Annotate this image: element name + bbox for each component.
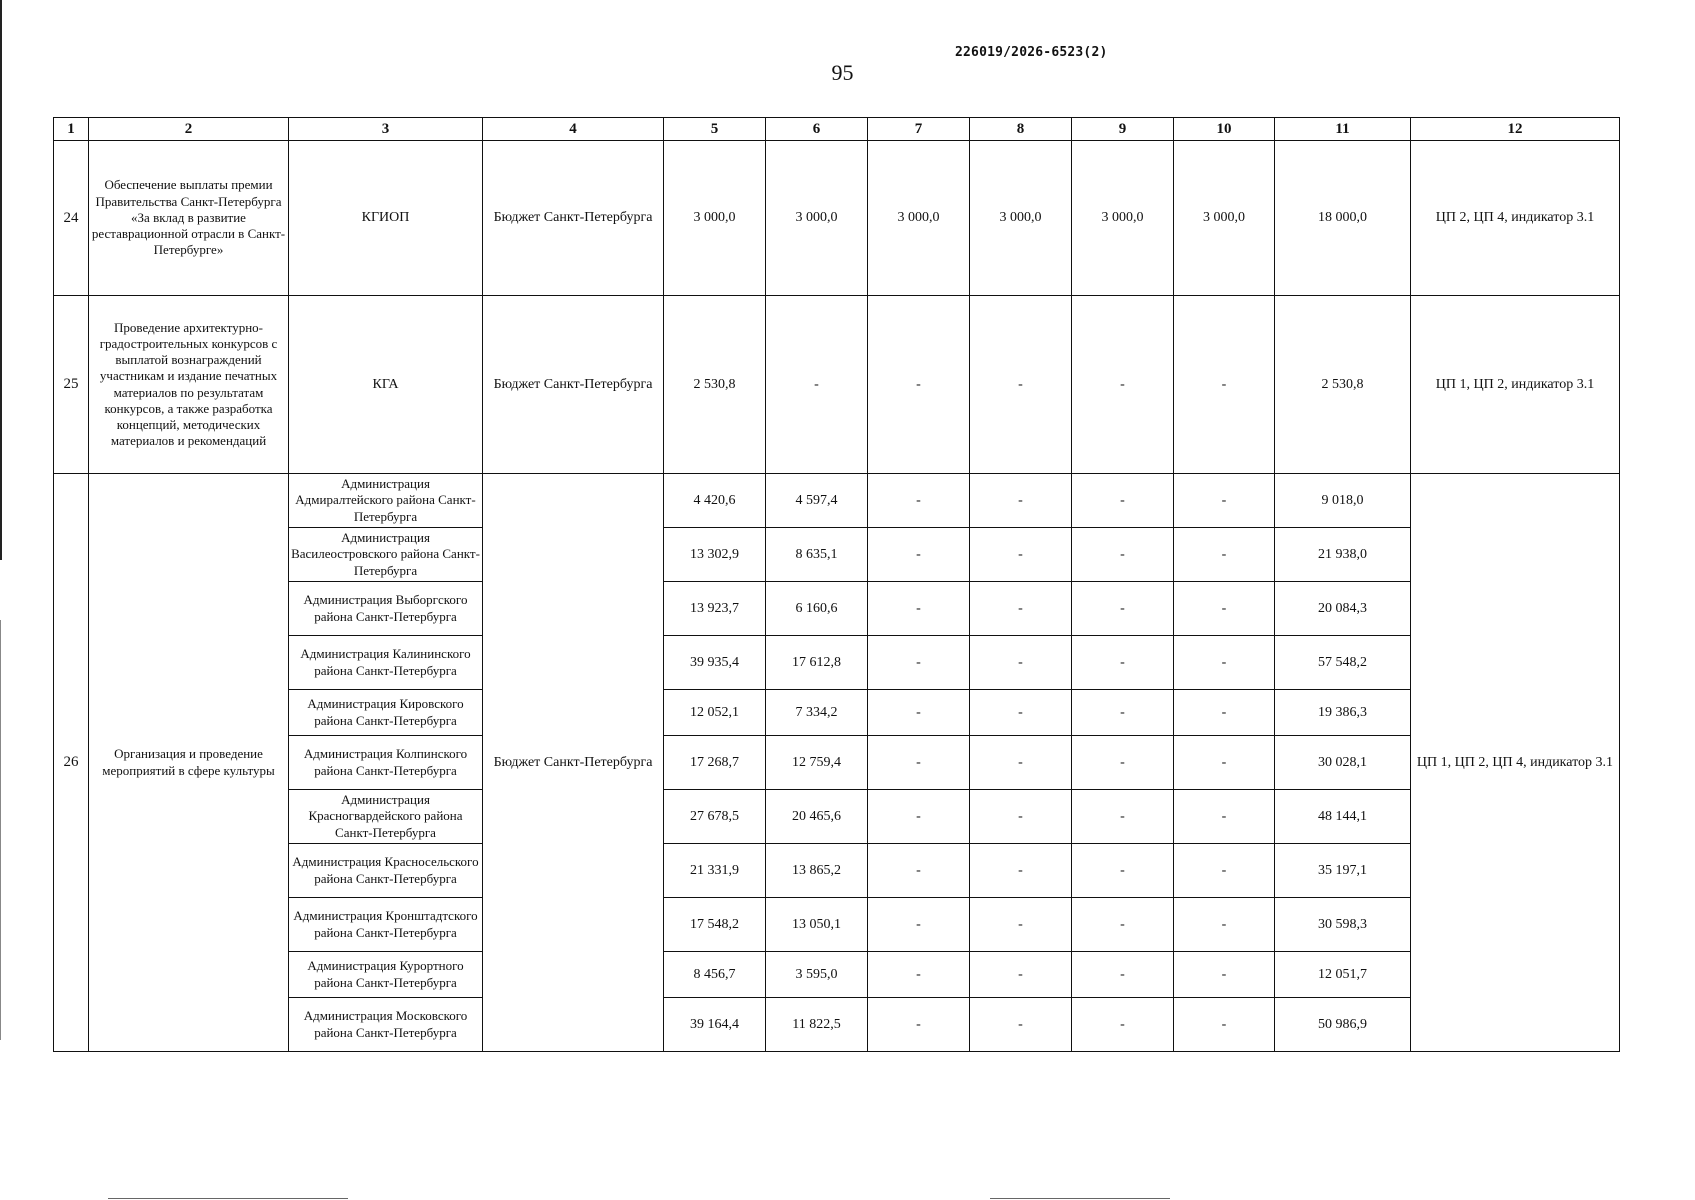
- amount-col-10: -: [1174, 582, 1275, 636]
- table-row: [54, 736, 1620, 790]
- column-header: 1: [54, 118, 89, 141]
- executor: Администрация Василеостровского района Санкт-Петербурга: [289, 528, 483, 582]
- amount-total: 9 018,0: [1275, 474, 1411, 528]
- column-header: 6: [766, 118, 868, 141]
- amount-col-7: 3 000,0: [868, 141, 970, 296]
- column-header: 12: [1411, 118, 1620, 141]
- amount-col-10: -: [1174, 296, 1275, 474]
- goals-indicators: ЦП 1, ЦП 2, ЦП 4, индикатор 3.1: [1411, 474, 1620, 1052]
- amount-col-8: -: [970, 844, 1072, 898]
- amount-col-9: -: [1072, 998, 1174, 1052]
- activity-name: Обеспечение выплаты премии Правительства Санкт-Петербурга «За вклад в развитие реставрационной отрасли в Санкт-Петербурге»: [89, 141, 289, 296]
- amount-col-8: -: [970, 998, 1072, 1052]
- executor: КГИОП: [289, 141, 483, 296]
- amount-col-8: -: [970, 528, 1072, 582]
- scan-edge-mark: [0, 0, 2, 560]
- amount-col-10: -: [1174, 690, 1275, 736]
- amount-col-6: 12 759,4: [766, 736, 868, 790]
- amount-col-7: -: [868, 998, 970, 1052]
- amount-col-8: -: [970, 690, 1072, 736]
- amount-col-9: -: [1072, 898, 1174, 952]
- amount-col-8: -: [970, 636, 1072, 690]
- amount-col-6: 20 465,6: [766, 790, 868, 844]
- page-number: 95: [831, 60, 854, 85]
- executor: Администрация Московского района Санкт-Петербурга: [289, 998, 483, 1052]
- amount-col-10: -: [1174, 790, 1275, 844]
- amount-total: 12 051,7: [1275, 952, 1411, 998]
- goals-indicators: ЦП 2, ЦП 4, индикатор 3.1: [1411, 141, 1620, 296]
- table-row: [54, 474, 1620, 528]
- amount-col-9: -: [1072, 296, 1174, 474]
- amount-col-7: -: [868, 736, 970, 790]
- amount-col-10: -: [1174, 636, 1275, 690]
- amount-col-6: 3 595,0: [766, 952, 868, 998]
- row-number: 25: [54, 296, 89, 474]
- table-row: [54, 582, 1620, 636]
- table-row: [54, 998, 1620, 1052]
- amount-col-6: 13 865,2: [766, 844, 868, 898]
- amount-col-10: 3 000,0: [1174, 141, 1275, 296]
- column-header: 10: [1174, 118, 1275, 141]
- document-reference-number: 226019/2026-6523(2): [955, 45, 1108, 60]
- column-header: 2: [89, 118, 289, 141]
- executor: Администрация Курортного района Санкт-Петербурга: [289, 952, 483, 998]
- amount-col-8: 3 000,0: [970, 141, 1072, 296]
- amount-col-7: -: [868, 474, 970, 528]
- header-row: [54, 118, 1620, 141]
- column-header: 9: [1072, 118, 1174, 141]
- amount-col-9: -: [1072, 952, 1174, 998]
- amount-col-9: -: [1072, 736, 1174, 790]
- column-header: 5: [664, 118, 766, 141]
- goals-indicators: ЦП 1, ЦП 2, индикатор 3.1: [1411, 296, 1620, 474]
- column-header: 11: [1275, 118, 1411, 141]
- scan-edge-mark: [0, 620, 1, 1040]
- amount-col-6: 6 160,6: [766, 582, 868, 636]
- amount-col-9: -: [1072, 844, 1174, 898]
- executor: Администрация Красногвардейского района Санкт-Петербурга: [289, 790, 483, 844]
- amount-col-9: -: [1072, 690, 1174, 736]
- table-row: [54, 296, 1620, 474]
- amount-col-6: 8 635,1: [766, 528, 868, 582]
- amount-total: 18 000,0: [1275, 141, 1411, 296]
- executor: Администрация Адмиралтейского района Санкт-Петербурга: [289, 474, 483, 528]
- executor: Администрация Колпинского района Санкт-Петербурга: [289, 736, 483, 790]
- amount-col-10: -: [1174, 474, 1275, 528]
- amount-col-10: -: [1174, 528, 1275, 582]
- table-row: [54, 690, 1620, 736]
- amount-col-5: 4 420,6: [664, 474, 766, 528]
- amount-col-6: 17 612,8: [766, 636, 868, 690]
- amount-total: 35 197,1: [1275, 844, 1411, 898]
- amount-col-6: 3 000,0: [766, 141, 868, 296]
- amount-total: 30 028,1: [1275, 736, 1411, 790]
- amount-col-9: -: [1072, 790, 1174, 844]
- amount-col-9: -: [1072, 528, 1174, 582]
- column-header: 3: [289, 118, 483, 141]
- amount-col-5: 2 530,8: [664, 296, 766, 474]
- amount-col-5: 17 268,7: [664, 736, 766, 790]
- amount-col-10: -: [1174, 952, 1275, 998]
- amount-col-9: 3 000,0: [1072, 141, 1174, 296]
- amount-col-5: 8 456,7: [664, 952, 766, 998]
- amount-col-7: -: [868, 690, 970, 736]
- amount-col-6: 13 050,1: [766, 898, 868, 952]
- executor: Администрация Кронштадтского района Санкт-Петербурга: [289, 898, 483, 952]
- amount-col-5: 13 302,9: [664, 528, 766, 582]
- amount-total: 57 548,2: [1275, 636, 1411, 690]
- table-row: [54, 844, 1620, 898]
- amount-col-5: 21 331,9: [664, 844, 766, 898]
- amount-col-7: -: [868, 790, 970, 844]
- amount-col-5: 12 052,1: [664, 690, 766, 736]
- amount-total: 50 986,9: [1275, 998, 1411, 1052]
- amount-col-7: -: [868, 582, 970, 636]
- table-row: [54, 790, 1620, 844]
- executor: Администрация Кировского района Санкт-Петербурга: [289, 690, 483, 736]
- amount-col-8: -: [970, 296, 1072, 474]
- column-header: 8: [970, 118, 1072, 141]
- amount-col-10: -: [1174, 736, 1275, 790]
- table-row: [54, 636, 1620, 690]
- amount-col-10: -: [1174, 998, 1275, 1052]
- amount-total: 19 386,3: [1275, 690, 1411, 736]
- amount-col-8: -: [970, 474, 1072, 528]
- amount-col-5: 39 164,4: [664, 998, 766, 1052]
- executor: КГА: [289, 296, 483, 474]
- amount-col-5: 39 935,4: [664, 636, 766, 690]
- executor: Администрация Красносельского района Санкт-Петербурга: [289, 844, 483, 898]
- amount-col-9: -: [1072, 636, 1174, 690]
- activity-name: Проведение архитектурно-градостроительных конкурсов с выплатой вознаграждений участникам и издание печатных материалов по результатам конкурсов, а также разработка концепций, методических материалов и рекомендаций: [89, 296, 289, 474]
- amount-col-5: 3 000,0: [664, 141, 766, 296]
- amount-col-7: -: [868, 952, 970, 998]
- funding-source: Бюджет Санкт-Петербурга: [483, 474, 664, 1052]
- amount-col-9: -: [1072, 582, 1174, 636]
- amount-col-8: -: [970, 790, 1072, 844]
- amount-col-8: -: [970, 952, 1072, 998]
- bottom-scan-line: [990, 1198, 1170, 1199]
- funding-source: Бюджет Санкт-Петербурга: [483, 141, 664, 296]
- amount-col-8: -: [970, 898, 1072, 952]
- amount-col-5: 17 548,2: [664, 898, 766, 952]
- amount-col-6: 11 822,5: [766, 998, 868, 1052]
- amount-col-7: -: [868, 898, 970, 952]
- bottom-scan-line: [108, 1198, 348, 1199]
- funding-source: Бюджет Санкт-Петербурга: [483, 296, 664, 474]
- amount-col-10: -: [1174, 844, 1275, 898]
- executor: Администрация Выборгского района Санкт-Петербурга: [289, 582, 483, 636]
- amount-col-7: -: [868, 636, 970, 690]
- amount-col-5: 13 923,7: [664, 582, 766, 636]
- column-header: 4: [483, 118, 664, 141]
- amount-col-7: -: [868, 844, 970, 898]
- amount-col-6: 7 334,2: [766, 690, 868, 736]
- row-number: 24: [54, 141, 89, 296]
- amount-col-8: -: [970, 736, 1072, 790]
- amount-total: 30 598,3: [1275, 898, 1411, 952]
- executor: Администрация Калининского района Санкт-Петербурга: [289, 636, 483, 690]
- table-row: [54, 952, 1620, 998]
- amount-col-8: -: [970, 582, 1072, 636]
- amount-col-6: -: [766, 296, 868, 474]
- amount-total: 48 144,1: [1275, 790, 1411, 844]
- amount-col-10: -: [1174, 898, 1275, 952]
- column-header: 7: [868, 118, 970, 141]
- amount-col-7: -: [868, 296, 970, 474]
- activity-name: Организация и проведение мероприятий в сфере культуры: [89, 474, 289, 1052]
- row-number: 26: [54, 474, 89, 1052]
- table-row: [54, 528, 1620, 582]
- amount-col-5: 27 678,5: [664, 790, 766, 844]
- amount-total: 2 530,8: [1275, 296, 1411, 474]
- amount-col-7: -: [868, 528, 970, 582]
- amount-total: 21 938,0: [1275, 528, 1411, 582]
- amount-col-9: -: [1072, 474, 1174, 528]
- table-row: [54, 141, 1620, 296]
- program-activities-table: [53, 117, 1620, 1052]
- amount-total: 20 084,3: [1275, 582, 1411, 636]
- amount-col-6: 4 597,4: [766, 474, 868, 528]
- table-row: [54, 898, 1620, 952]
